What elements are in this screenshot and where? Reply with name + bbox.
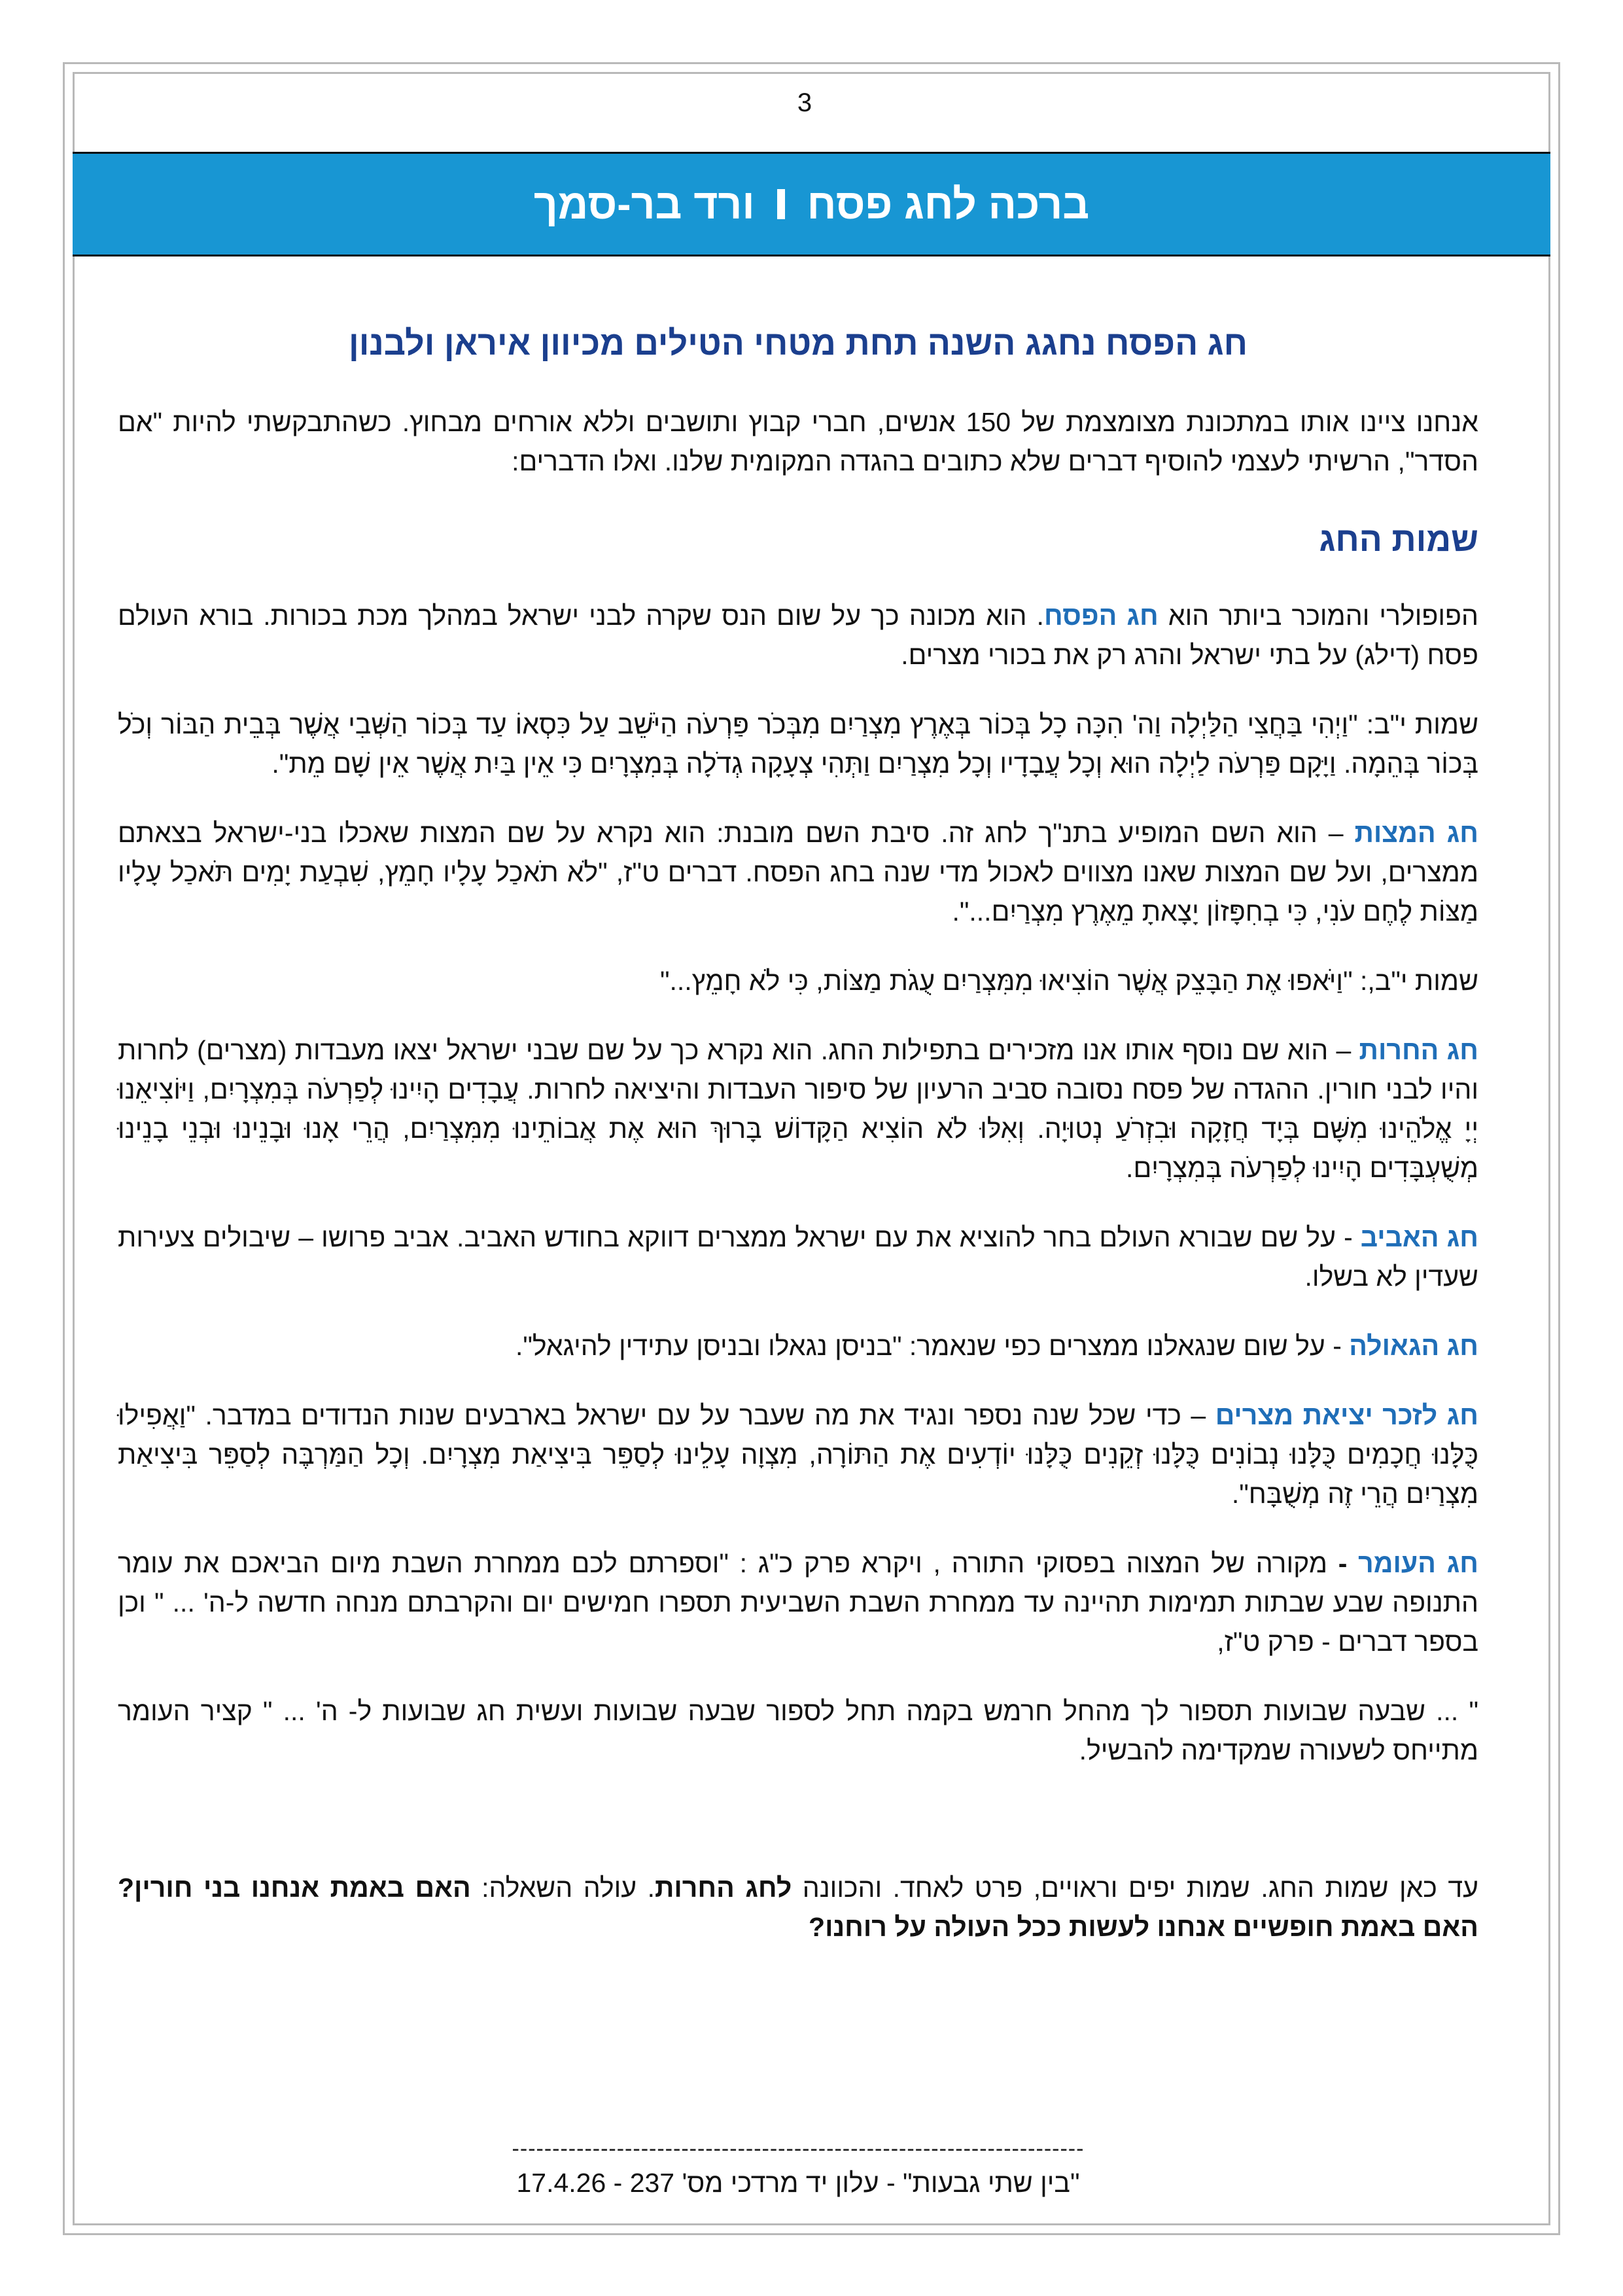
text: מקורה של המצוה בפסוקי התורה , ויקרא פרק כ"ג : "וספרתם לכם ממחרת השבת מיום הביאכם את עומר התנופה שבע שבתות תמימות תהיינה עד ממחרת השבת השביעית תספרו חמישים יום והקרבתם מנחה חדשה ל-ה' ... " וכן בספר דברים - פרק ט"ז, <box>118 1548 1478 1657</box>
paragraph-aviv <box>118 1218 1478 1296</box>
text: עד כאן שמות החג. שמות יפים וראויים, פרט לאחד. והכוונה <box>792 1873 1478 1903</box>
text: – הוא השם המופיע בתנ"ך לחג זה. סיבת השם מובנת: הוא נקרא על שם המצות שאכלו בני-ישראל בצאתם ממצרים, ועל שם המצות שאנו מצווים לאכול מדי שנה בחג הפסח. דברים ט"ז, "לֹא תֹאכַל עָלָיו חָמֵץ, שִׁבְעַת יָמִים תֹּאכַל עָלָיו מַצּוֹת לֶחֶם עֹנִי, כִּי בְחִפָּזוֹן יָצָאתָ מֵאֶרֶץ מִצְרַיִם...". <box>118 818 1478 927</box>
paragraph-omer <box>118 1544 1478 1661</box>
footer-divider: ----------------------------------------------------------------------- <box>512 2136 1085 2161</box>
term-pesach: חג הפסח <box>1043 601 1159 631</box>
article-body <box>118 324 1478 1977</box>
text: – כדי שכל שנה נספר ונגיד את מה שעבר על עם ישראל בארבעים שנות הנדודים במדבר. "וַאֲפִילוּ כֻּלָּנוּ חֲכָמִים כֻּלָּנוּ נְבוֹנִים כֻּלָּנוּ זְקֵנִים כֻּלָּנוּ יוֹדְעִים אֶת הַתּוֹרָה, מִצְוָה עָלֵינוּ לְסַפֵּר בִּיצִיאַת מִצְרָיִם. וְכָל הַמַּרְבֶּה לְסַפֵּר בִּיצִיאַת מִצְרַיִם הֲרֵי זֶה מְשֻׁבָּח". <box>118 1400 1478 1509</box>
term-cherut: חג החרות <box>1359 1035 1478 1065</box>
banner-title: ברכה לחג פסח <box>807 181 1090 228</box>
header-banner <box>73 152 1550 256</box>
paragraph-matzot-quote: שמות י"ב,: "וַיֹּאפוּ אֶת הַבָּצֵק אֲשֶׁר הוֹצִיאוּ מִמִּצְרַיִם עֻגֹת מַצּוֹת, כִּי לֹא חָמֵץ..." <box>659 966 1478 996</box>
paragraph-cherut <box>118 1031 1478 1188</box>
footer <box>118 2134 1478 2202</box>
text: - על שם שבורא העולם בחר להוציא את עם ישראל ממצרים דווקא בחודש האביב. אביב פרושו – שיבולים צעירות שעדין לא בשלו. <box>118 1222 1478 1292</box>
term-yetziat-mitzrayim: חג לזכר יציאת מצרים <box>1215 1400 1478 1430</box>
text: . עולה השאלה: <box>470 1873 655 1903</box>
page-number: 3 <box>797 88 812 117</box>
term-omer: חג העומר <box>1358 1548 1479 1578</box>
paragraph-shavuot-quote: " ... שבעה שבועות תספור לך מהחל חרמש בקמה תחל לספור שבעה שבועות ועשית חג שבועות ל- ה' ... " קציר העומר מתייחס לשעורה שמקדימה להבשיל. <box>118 1696 1478 1765</box>
paragraph-matzot <box>118 813 1478 931</box>
banner-author: ורד בר-סמך <box>533 181 755 228</box>
term-matzot: חג המצות <box>1354 818 1478 848</box>
paragraph-exodus-quote: שמות י"ב: "וַיְהִי בַּחֲצִי הַלַּיְלָה וַה' הִכָּה כָל בְּכוֹר בְּאֶרֶץ מִצְרַיִם מִבְּכֹר פַּרְעֹה הַיֹּשֵׁב עַל כִּסְאוֹ עַד בְּכוֹר הַשְּׁבִי אֲשֶׁר בְּבֵית הַבּוֹר וְכֹל בְּכוֹר בְּהֵמָה. וַיָּקָם פַּרְעֹה לַיְלָה הוּא וְכָל עֲבָדָיו וְכָל מִצְרַיִם וַתְּהִי צְעָקָה גְדֹלָה בְּמִצְרָיִם כִּי אֵין בַּיִת אֲשֶׁר אֵין שָׁם מֵת". <box>118 709 1478 779</box>
article-title: חג הפסח נחגג השנה תחת מטחי הטילים מכיוון איראן ולבנון <box>349 325 1248 362</box>
text: הפופולרי והמוכר ביותר הוא <box>1158 601 1479 631</box>
text: - על שום שנגאלנו ממצרים כפי שנאמר: "בניסן נגאלו ובניסן עתידין להיגאל". <box>515 1331 1350 1361</box>
intro-paragraph: אנחנו ציינו אותו במתכונת מצומצמת של 150 אנשים, חברי קבוץ ותושבים וללא אורחים מבחוץ. כשהתבקשתי להיות "אם הסדר", הרשיתי לעצמי להוסיף דברים שלא כתובים בהגדה המקומית שלנו. ואלו הדברים: <box>118 407 1478 476</box>
closing-paragraph <box>118 1868 1478 1947</box>
text: - <box>1338 1548 1359 1578</box>
text: – הוא שם נוסף אותו אנו מזכירים בתפילות החג. הוא נקרא כך על שם שבני ישראל יצאו מעבדות (מצרים) לחרות והיו לבני חורין. ההגדה של פסח נסובה סביב הרעיון של סיפור העבדות והיציאה לחרות. עֲבָדִים הָיִינוּ לְפַרְעֹה בְּמִצְרָיִם, וַיּוֹצִיאֵנוּ יְיָ אֱלֹהֵינוּ מִשָּׁם בְּיָד חֲזָקָה וּבִזְרֹעַ נְטוּיָה. וְאִלּוּ לֹא הוֹצִיא הַקָּדוֹשׁ בָּרוּךְ הוּא אֶת אֲבוֹתֵינוּ מִמִּצְרַיִם, הֲרֵי אָנוּ וּבָנֵינוּ וּבְנֵי בָנֵינוּ מְשֻׁעְבָּדִים הָיִינוּ לְפַרְעֹה בְּמִצְרָיִם. <box>118 1035 1478 1183</box>
paragraph-yetziat-mitzrayim <box>118 1396 1478 1513</box>
text-bold: האם באמת אנחנו בני חורין? האם באמת חופשיים אנחנו לעשות ככל העולה על רוחנו? <box>118 1873 1478 1942</box>
banner-separator <box>777 189 785 219</box>
footer-text: "בין שתי גבעות" - עלון יד מרדכי מס' 237 - 17.4.26 <box>516 2168 1080 2198</box>
section-title: שמות החג <box>1319 521 1478 559</box>
paragraph-pesach <box>118 596 1478 675</box>
term-geula: חג הגאולה <box>1349 1331 1478 1361</box>
paragraph-geula <box>118 1326 1478 1366</box>
term-aviv: חג האביב <box>1360 1222 1478 1252</box>
text: . הוא מכונה כך על שום הנס שקרה לבני ישראל במהלך מכת בכורות. בורא העולם פסח (דילג) על בתי ישראל והרג רק את בכורי מצרים. <box>118 601 1478 670</box>
text-bold: לחג החרות <box>654 1873 792 1903</box>
